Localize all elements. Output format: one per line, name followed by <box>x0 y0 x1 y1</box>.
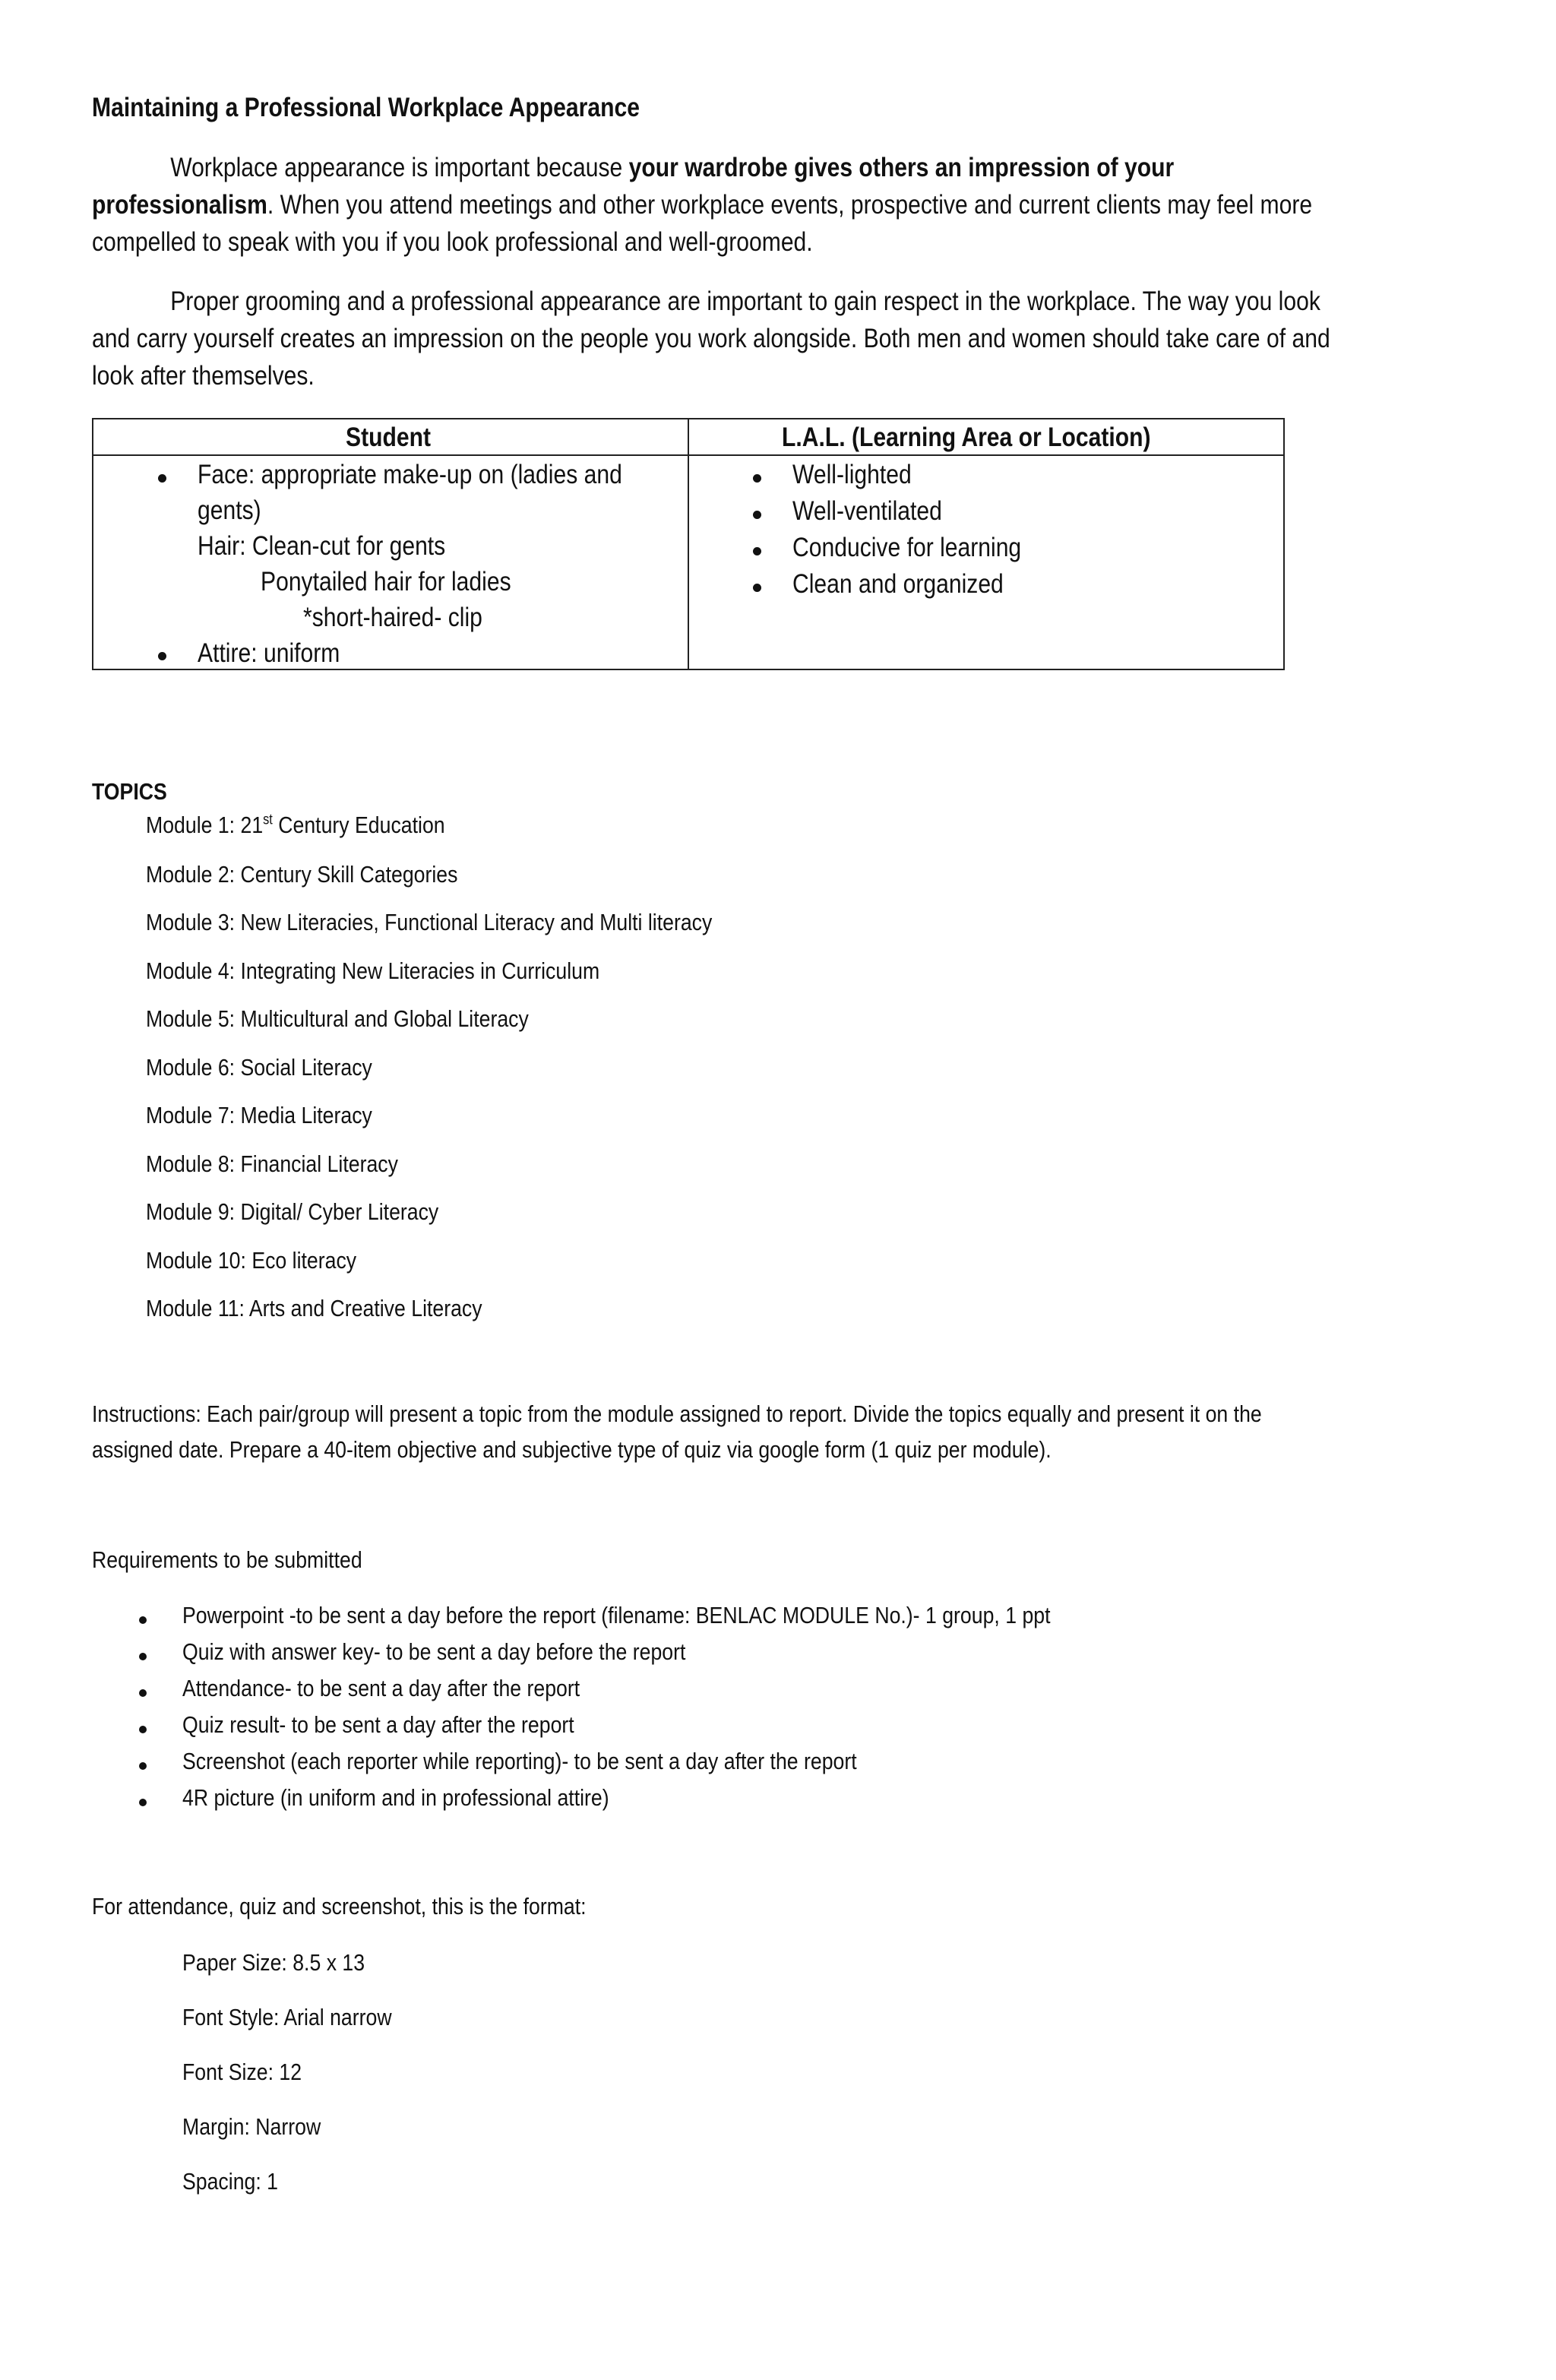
bold-text-run: professionalism <box>92 190 267 220</box>
table-header-lal: L.A.L. (Learning Area or Location) <box>782 423 1151 452</box>
requirement-item: Quiz result- to be sent a day after the report <box>182 1711 574 1738</box>
text-run: Century Education <box>272 812 445 838</box>
paragraph-grooming <box>92 283 1467 394</box>
paragraph-line: and carry yourself creates an impression on the people you work alongside. Both men and women should take care of and <box>92 324 1330 353</box>
bullet-icon <box>139 1689 147 1697</box>
bullet-icon <box>139 1799 147 1806</box>
paragraph-line: assigned date. Prepare a 40-item objective and subjective type of quiz via google form (1 quiz per module). <box>92 1436 1052 1463</box>
paragraph-line <box>92 186 1313 223</box>
requirement-item: Quiz with answer key- to be sent a day before the report <box>182 1638 686 1665</box>
lal-item: Clean and organized <box>792 569 1004 599</box>
bullet-icon <box>753 511 761 519</box>
format-item: Font Size: 12 <box>182 2059 302 2085</box>
requirement-item: Attendance- to be sent a day after the report <box>182 1675 580 1701</box>
lal-item: Well-lighted <box>792 460 912 489</box>
table-header-divider <box>93 454 1283 456</box>
student-hair-line: Ponytailed hair for ladies <box>261 567 511 597</box>
topic-item: Module 6: Social Literacy <box>146 1054 372 1081</box>
topic-item: Module 5: Multicultural and Global Literacy <box>146 1005 529 1032</box>
topic-item: Module 11: Arts and Creative Literacy <box>146 1295 482 1321</box>
appearance-table <box>92 418 1285 670</box>
bullet-icon <box>139 1653 147 1660</box>
topic-item: Module 3: New Literacies, Functional Literacy and Multi literacy <box>146 909 713 935</box>
paragraph-line <box>92 149 1275 186</box>
topic-item <box>146 812 445 839</box>
topic-item: Module 8: Financial Literacy <box>146 1150 398 1177</box>
bullet-icon <box>753 584 761 592</box>
topic-item: Module 9: Digital/ Cyber Literacy <box>146 1198 439 1225</box>
topic-item: Module 4: Integrating New Literacies in Curriculum <box>146 957 600 984</box>
bullet-icon <box>139 1726 147 1733</box>
requirement-item: Screenshot (each reporter while reporting)- to be sent a day after the report <box>182 1748 857 1774</box>
bullet-icon <box>158 474 166 483</box>
paragraph-line: Instructions: Each pair/group will present a topic from the module assigned to report. Divide the topics equally and present it on the <box>92 1400 1262 1427</box>
bold-text-run: your wardrobe gives others an impression of your <box>628 153 1175 182</box>
bullet-icon <box>139 1616 147 1624</box>
topic-item: Module 10: Eco literacy <box>146 1247 357 1274</box>
format-heading: For attendance, quiz and screenshot, this is the format: <box>92 1893 587 1920</box>
bullet-icon <box>139 1762 147 1770</box>
student-hair-line: Hair: Clean-cut for gents <box>198 531 446 561</box>
text-run: Module 1: 21 <box>146 812 264 838</box>
instructions-paragraph <box>92 1396 1467 1467</box>
lal-item: Well-ventilated <box>792 496 942 526</box>
text-run: . When you attend meetings and other workplace events, prospective and current clients may feel more <box>267 190 1313 220</box>
format-item: Spacing: 1 <box>182 2168 278 2195</box>
topic-item: Module 7: Media Literacy <box>146 1102 372 1128</box>
student-attire-line: Attire: uniform <box>198 638 340 668</box>
requirements-heading: Requirements to be submitted <box>92 1546 362 1573</box>
topics-heading: TOPICS <box>92 778 167 805</box>
table-header-student: Student <box>346 423 432 452</box>
superscript: st <box>263 812 273 828</box>
table-column-divider <box>688 419 689 669</box>
requirement-item: 4R picture (in uniform and in professional attire) <box>182 1784 609 1811</box>
paragraph-workplace-appearance <box>92 149 1467 261</box>
requirement-item: Powerpoint -to be sent a day before the report (filename: BENLAC MODULE No.)- 1 group, 1 ppt <box>182 1602 1051 1628</box>
format-item: Font Style: Arial narrow <box>182 2004 392 2030</box>
student-face-line: Face: appropriate make-up on (ladies and <box>198 460 622 489</box>
text-run: Workplace appearance is important because <box>170 153 629 182</box>
format-item: Margin: Narrow <box>182 2113 321 2140</box>
bullet-icon <box>753 474 761 483</box>
lal-item: Conducive for learning <box>792 533 1022 562</box>
bullet-icon <box>753 547 761 555</box>
paragraph-line: compelled to speak with you if you look professional and well-groomed. <box>92 227 813 257</box>
paragraph-line: Proper grooming and a professional appearance are important to gain respect in the workplace. The way you look <box>170 286 1320 316</box>
student-hair-line: *short-haired- clip <box>303 603 482 632</box>
topic-item: Module 2: Century Skill Categories <box>146 861 458 888</box>
format-item: Paper Size: 8.5 x 13 <box>182 1949 365 1976</box>
student-face-line: gents) <box>198 495 261 525</box>
paragraph-line: look after themselves. <box>92 361 315 391</box>
page-title: Maintaining a Professional Workplace Appearance <box>92 93 640 122</box>
bullet-icon <box>158 652 166 660</box>
